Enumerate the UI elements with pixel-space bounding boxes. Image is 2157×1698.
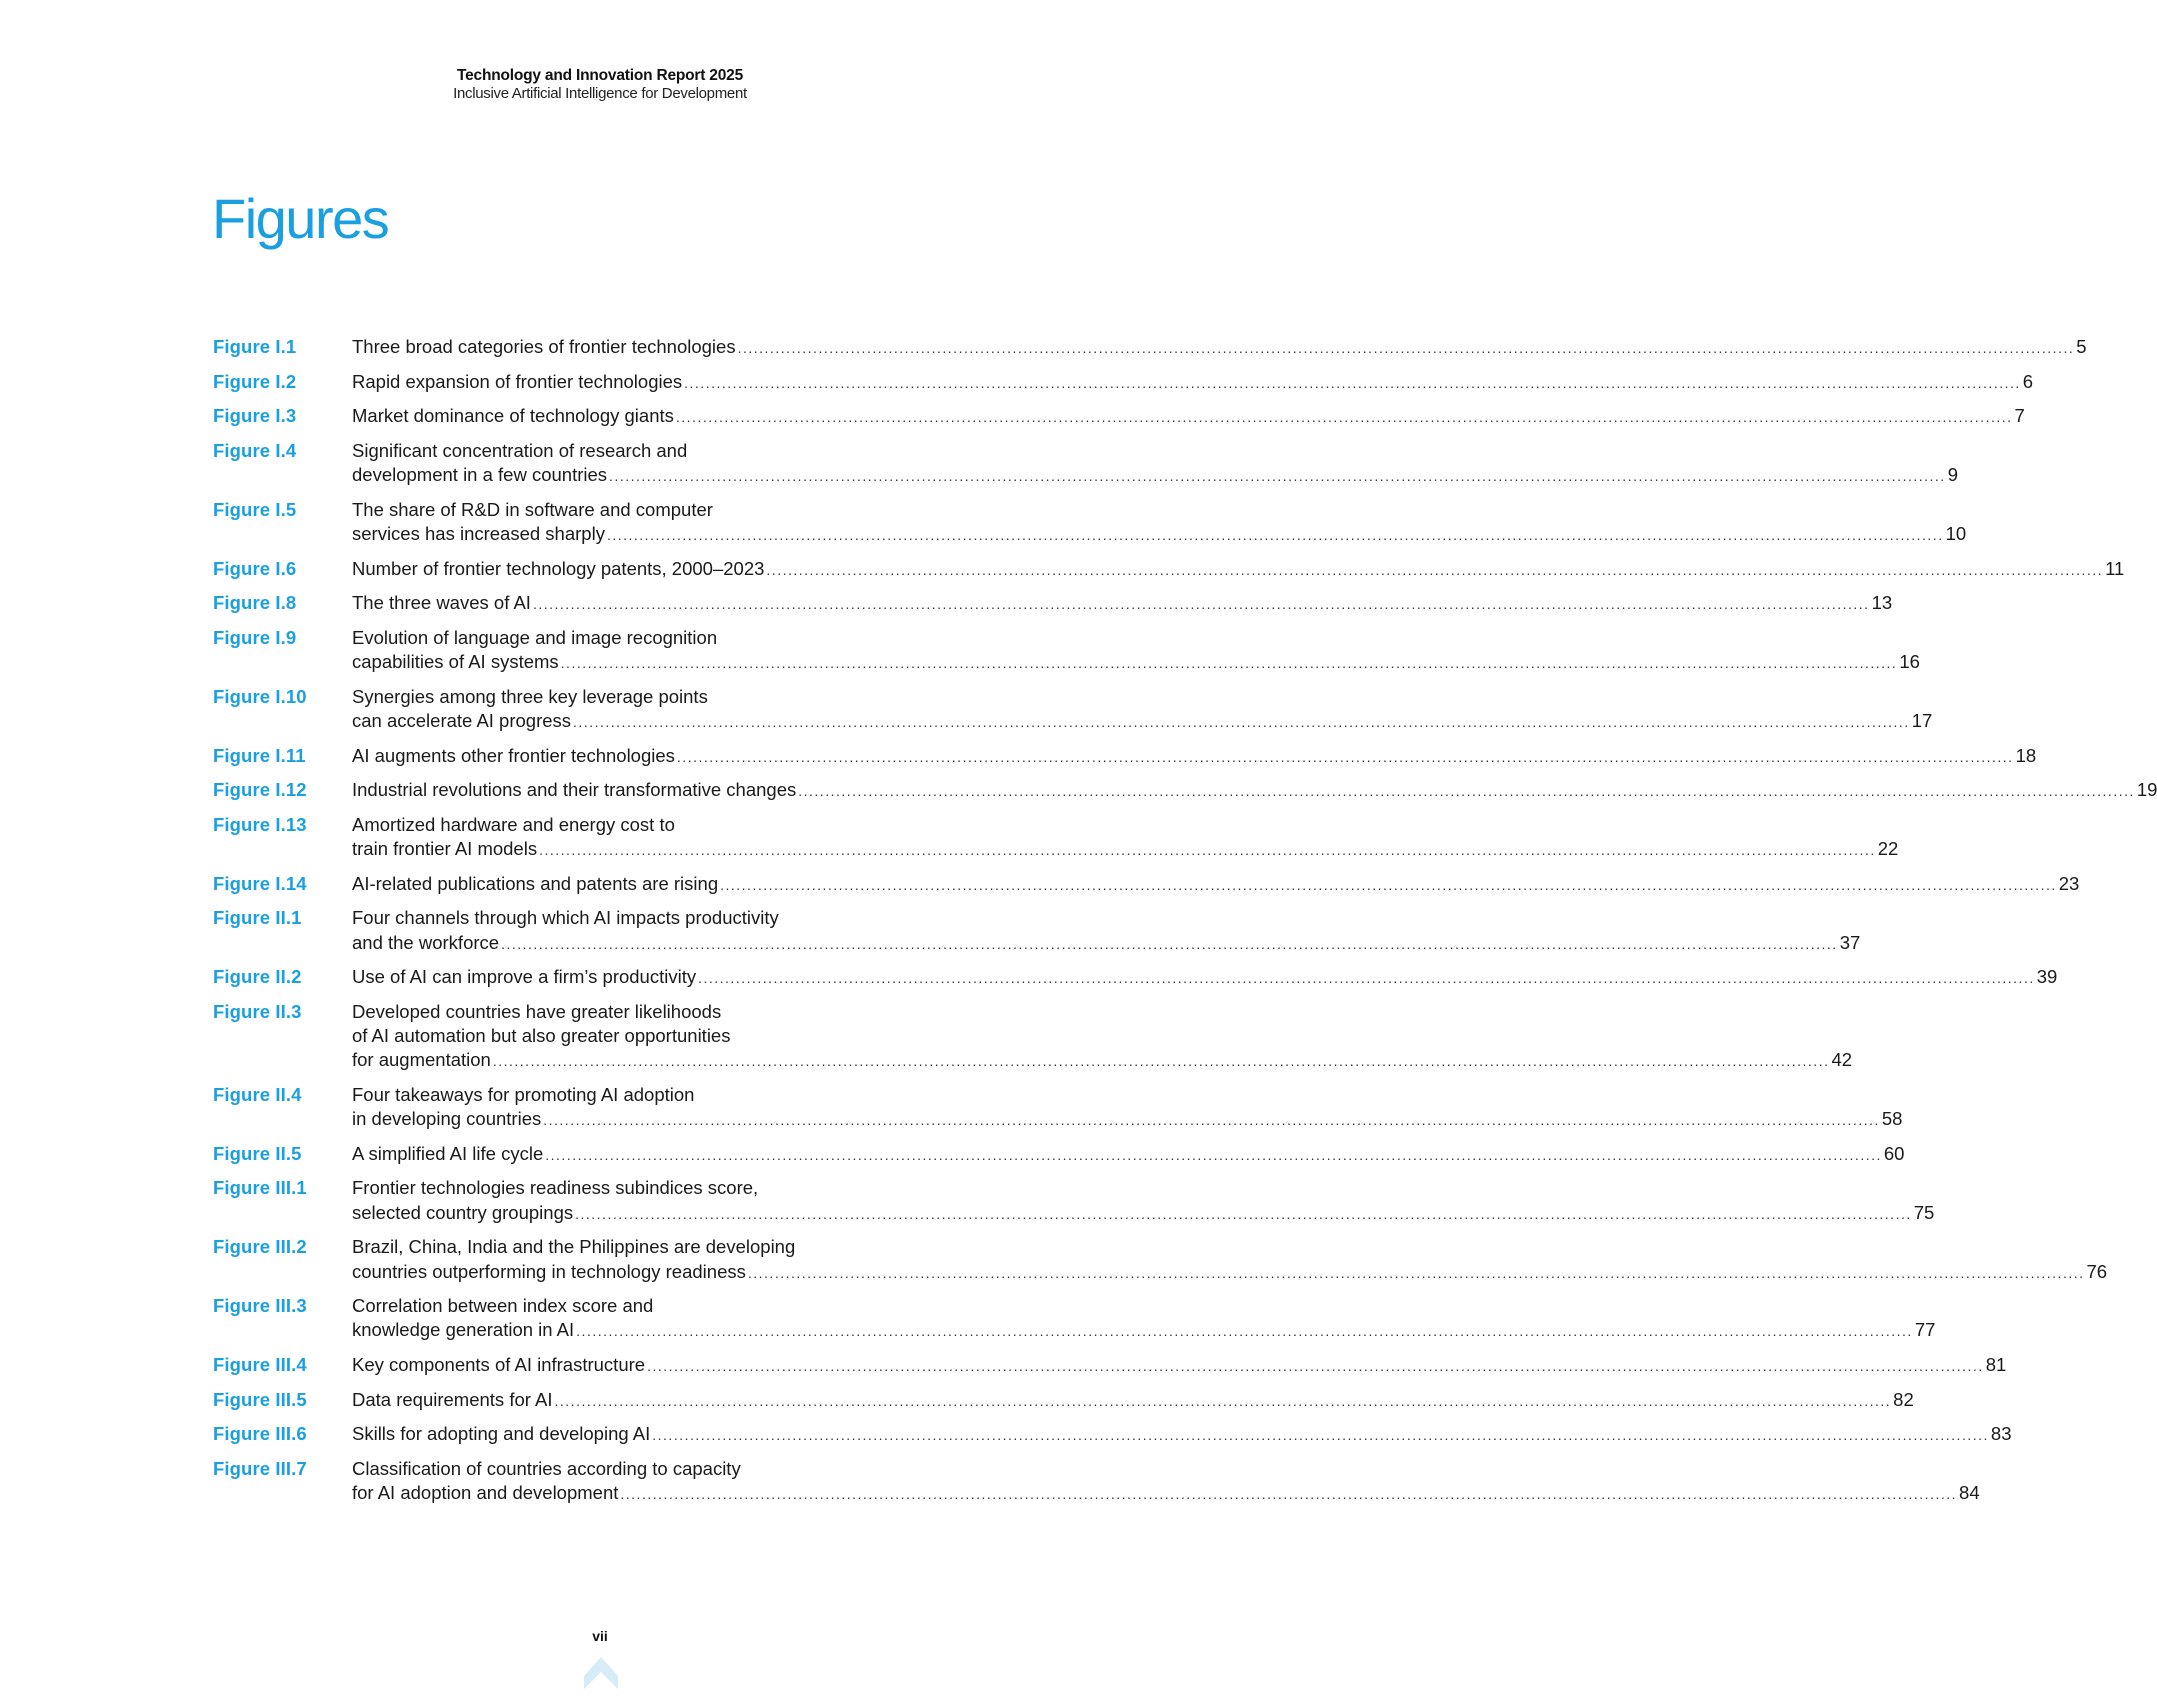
- dot-leader: [677, 745, 2014, 769]
- figure-entry-body: [352, 626, 1920, 676]
- figure-page-number[interactable]: 5: [2076, 336, 2087, 357]
- figure-title-last-line: [352, 1388, 1914, 1413]
- figure-title-line: The three waves of AI: [352, 592, 531, 614]
- figure-page-number[interactable]: 18: [2015, 744, 2037, 766]
- figure-page-number[interactable]: 76: [2086, 1260, 2108, 1282]
- figure-label[interactable]: Figure I.1: [213, 336, 297, 357]
- toc-entry[interactable]: [213, 1457, 1980, 1507]
- figure-title-line: and the workforce: [352, 931, 500, 953]
- figure-title-line: Synergies among three key leverage points: [352, 685, 708, 707]
- figure-title-last-line: [352, 1353, 2006, 1378]
- dot-leader: [620, 1482, 1957, 1506]
- figure-entry-body: [352, 404, 2025, 429]
- dot-leader: [652, 1423, 1989, 1447]
- toc-entry[interactable]: [213, 1142, 1905, 1167]
- toc-entry[interactable]: [213, 335, 2087, 360]
- figure-label[interactable]: Figure I.11: [213, 744, 306, 766]
- figure-entry-body: [352, 1388, 1914, 1413]
- figure-title-line: Three broad categories of frontier technologies: [352, 336, 736, 357]
- figure-title-line: services has increased sharply: [352, 522, 605, 544]
- toc-entry[interactable]: [213, 1294, 1936, 1344]
- figure-title-last-line: [352, 557, 2124, 582]
- figure-title-line: AI augments other frontier technologies: [352, 744, 675, 766]
- dot-leader: [575, 1202, 1912, 1226]
- toc-entry[interactable]: [213, 439, 1958, 489]
- dot-leader: [501, 932, 1838, 956]
- toc-entry[interactable]: [213, 1000, 1853, 1074]
- figure-title-last-line: [352, 1142, 1904, 1167]
- figure-title-line: Brazil, China, India and the Philippines are developing: [352, 1236, 796, 1258]
- figure-entry-body: [352, 591, 1892, 616]
- toc-entry[interactable]: [213, 370, 2034, 395]
- figure-title-line: Key components of AI infrastructure: [352, 1354, 646, 1376]
- figure-label[interactable]: Figure I.14: [213, 872, 307, 894]
- toc-entry[interactable]: [213, 1388, 1914, 1413]
- figure-entry-body: [352, 1000, 1852, 1074]
- dot-leader: [609, 464, 1946, 488]
- figure-title-line: Use of AI can improve a firm’s productivity: [352, 966, 697, 988]
- toc-entry[interactable]: [213, 1422, 2012, 1447]
- figure-title-line: selected country groupings: [352, 1201, 574, 1223]
- figure-label[interactable]: Figure III.3: [213, 1295, 307, 1317]
- figure-title-last-line: [352, 1048, 1852, 1073]
- figure-title-last-line: [352, 463, 1958, 488]
- figure-title-line: Frontier technologies readiness subindices score,: [352, 1177, 759, 1199]
- figure-page-number[interactable]: 19: [2136, 779, 2157, 801]
- page-title: Figures: [212, 187, 389, 250]
- figure-title-line: can accelerate AI progress: [352, 709, 572, 731]
- figure-title-last-line: [352, 1260, 2107, 1285]
- figure-page-number[interactable]: 77: [1914, 1319, 1936, 1341]
- figure-page-number[interactable]: 58: [1881, 1108, 1903, 1130]
- figure-page-number[interactable]: 23: [2058, 872, 2080, 894]
- figure-title-line: Amortized hardware and energy cost to: [352, 813, 675, 835]
- dot-leader: [607, 523, 1944, 547]
- figure-entry-body: [352, 1176, 1934, 1226]
- toc-entry[interactable]: [213, 906, 1861, 956]
- figure-page-number[interactable]: 84: [1959, 1482, 1980, 1504]
- toc-entry[interactable]: [213, 591, 1893, 616]
- report-title: Technology and Innovation Report 2025: [457, 67, 743, 84]
- figure-title-line: A simplified AI life cycle: [352, 1142, 544, 1164]
- figure-page-number[interactable]: 7: [2014, 405, 2025, 427]
- figure-title-line: development in a few countries: [352, 464, 608, 486]
- figure-title-last-line: [352, 1422, 2011, 1447]
- dot-leader: [698, 966, 2035, 990]
- figure-title-line: Rapid expansion of frontier technologies: [352, 370, 683, 392]
- figure-label[interactable]: Figure I.5: [213, 498, 297, 520]
- figure-entry-body: [352, 1353, 2006, 1378]
- dot-leader: [738, 336, 2075, 360]
- figure-title-line: countries outperforming in technology readiness: [352, 1260, 746, 1282]
- figure-page-number[interactable]: 22: [1877, 838, 1899, 860]
- toc-entry[interactable]: [213, 744, 2037, 769]
- figure-page-number[interactable]: 10: [1945, 522, 1967, 544]
- figure-label[interactable]: Figure I.9: [213, 626, 297, 648]
- figure-title-line: for AI adoption and development: [352, 1482, 619, 1504]
- figure-entry-body: [352, 906, 1860, 956]
- toc-entry[interactable]: [213, 1083, 1903, 1133]
- toc-entry[interactable]: [213, 965, 2058, 990]
- figure-title-line: in developing countries: [352, 1108, 542, 1130]
- figure-title-line: Number of frontier technology patents, 2000–2023: [352, 557, 765, 579]
- figure-label[interactable]: Figure III.4: [213, 1354, 307, 1376]
- dot-leader: [766, 558, 2103, 582]
- figure-title-line: Four channels through which AI impacts productivity: [352, 907, 779, 929]
- toc-entry[interactable]: [213, 404, 2025, 429]
- figure-title-last-line: [352, 1481, 1980, 1506]
- dot-leader: [543, 1108, 1880, 1132]
- figure-entry-body: [352, 370, 2033, 395]
- figure-label[interactable]: Figure I.13: [213, 813, 307, 835]
- toc-entry[interactable]: [213, 872, 2080, 897]
- figures-list: [213, 335, 2157, 1516]
- dot-leader: [798, 779, 2135, 803]
- figure-page-number[interactable]: 9: [1947, 464, 1958, 486]
- toc-entry[interactable]: [213, 626, 1920, 676]
- dot-leader: [748, 1261, 2085, 1285]
- toc-entry[interactable]: [213, 557, 2125, 582]
- figure-label[interactable]: Figure I.4: [213, 439, 297, 461]
- chevron-up-icon[interactable]: [582, 1654, 620, 1692]
- figure-page-number[interactable]: 6: [2022, 370, 2034, 392]
- figure-page-number[interactable]: 16: [1899, 651, 1920, 673]
- running-header: [0, 66, 1200, 104]
- figure-entry-body: [352, 1422, 2011, 1447]
- figure-label[interactable]: Figure I.2: [213, 370, 297, 392]
- figure-page-number[interactable]: 81: [1985, 1354, 2007, 1376]
- figure-entry-body: [352, 557, 2124, 582]
- dot-leader: [684, 371, 2021, 395]
- figure-title-line: for augmentation: [352, 1049, 491, 1071]
- figure-entry-body: [352, 1294, 1935, 1344]
- toc-entry[interactable]: [213, 1235, 2108, 1285]
- dot-leader: [545, 1143, 1882, 1167]
- figure-title-line: of AI automation but also greater opportunities: [352, 1024, 731, 1046]
- dot-leader: [720, 873, 2057, 897]
- figure-label[interactable]: Figure III.6: [213, 1423, 307, 1445]
- figure-page-number[interactable]: 82: [1893, 1388, 1914, 1410]
- dot-leader: [533, 592, 1870, 616]
- toc-entry[interactable]: [213, 498, 1967, 548]
- figure-label[interactable]: Figure I.6: [213, 557, 297, 579]
- figure-title-last-line: [352, 522, 1966, 547]
- figure-title-last-line: [352, 591, 1892, 616]
- figure-title-line: Skills for adopting and developing AI: [352, 1423, 651, 1445]
- figure-title-line: Significant concentration of research and: [352, 439, 688, 461]
- figure-title-line: Correlation between index score and: [352, 1295, 654, 1317]
- figure-title-last-line: [352, 778, 2157, 803]
- figure-title-line: Evolution of language and image recognition: [352, 626, 718, 648]
- figure-label[interactable]: Figure III.1: [213, 1177, 307, 1199]
- figure-entry-body: [352, 872, 2079, 897]
- figure-page-number[interactable]: 11: [2105, 557, 2125, 579]
- figure-label[interactable]: Figure II.2: [213, 966, 302, 988]
- figure-entry-body: [352, 498, 1966, 548]
- figure-page-number[interactable]: 75: [1913, 1201, 1935, 1223]
- figure-title-last-line: [352, 872, 2079, 897]
- figure-entry-body: [352, 335, 2087, 360]
- figure-title-last-line: [352, 1318, 1935, 1343]
- figure-page-number[interactable]: 60: [1883, 1142, 1905, 1164]
- figure-title-line: The share of R&D in software and computer: [352, 498, 713, 520]
- figure-entry-body: [352, 965, 2057, 990]
- figure-label[interactable]: Figure III.5: [213, 1388, 307, 1410]
- figure-label[interactable]: Figure I.3: [213, 405, 297, 427]
- figure-label[interactable]: Figure II.5: [213, 1142, 302, 1164]
- dot-leader: [561, 651, 1898, 675]
- figure-entry-body: [352, 1142, 1904, 1167]
- figure-entry-body: [352, 439, 1958, 489]
- figure-entry-body: [352, 685, 1932, 735]
- figure-title-last-line: [352, 1201, 1934, 1226]
- figure-entry-body: [352, 1083, 1902, 1133]
- figure-title-last-line: [352, 370, 2033, 395]
- report-subtitle: Inclusive Artificial Intelligence for Development: [453, 85, 747, 103]
- figure-title-last-line: [352, 1107, 1902, 1132]
- page-number: vii: [592, 1628, 608, 1644]
- figure-title-last-line: [352, 335, 2087, 360]
- dot-leader: [539, 838, 1876, 862]
- figure-title-line: Industrial revolutions and their transformative changes: [352, 779, 797, 801]
- figure-label[interactable]: Figure I.12: [213, 779, 307, 801]
- figure-page-number[interactable]: 42: [1831, 1049, 1853, 1071]
- figure-title-last-line: [352, 709, 1932, 734]
- figure-title-last-line: [352, 931, 1860, 956]
- dot-leader: [573, 710, 1910, 734]
- figure-title-line: train frontier AI models: [352, 838, 538, 860]
- dot-leader: [576, 1319, 1913, 1343]
- figure-label[interactable]: Figure I.10: [213, 685, 307, 707]
- figure-label[interactable]: Figure I.8: [213, 592, 297, 614]
- figure-page-number[interactable]: 83: [1990, 1423, 2012, 1445]
- figure-label[interactable]: Figure III.7: [213, 1457, 307, 1479]
- dot-leader: [676, 405, 2013, 429]
- figure-label[interactable]: Figure III.2: [213, 1236, 307, 1258]
- figure-title-last-line: [352, 650, 1920, 675]
- toc-entry[interactable]: [213, 1176, 1935, 1226]
- figure-title-last-line: [352, 404, 2025, 429]
- figure-label[interactable]: Figure II.4: [213, 1083, 302, 1105]
- toc-entry[interactable]: [213, 685, 1933, 735]
- dot-leader: [647, 1354, 1984, 1378]
- figure-title-line: Data requirements for AI: [352, 1388, 553, 1410]
- figure-title-line: capabilities of AI systems: [352, 651, 559, 673]
- figure-label[interactable]: Figure II.1: [213, 907, 302, 929]
- figure-entry-body: [352, 778, 2157, 803]
- figure-label[interactable]: Figure II.3: [213, 1000, 302, 1022]
- figure-title-last-line: [352, 744, 2036, 769]
- figure-entry-body: [352, 744, 2036, 769]
- figure-entry-body: [352, 1457, 1980, 1507]
- figure-entry-body: [352, 1235, 2107, 1285]
- figure-title-line: Market dominance of technology giants: [352, 405, 674, 427]
- toc-entry[interactable]: [213, 778, 2157, 803]
- figure-title-line: knowledge generation in AI: [352, 1319, 575, 1341]
- dot-leader: [493, 1049, 1830, 1073]
- figure-title-last-line: [352, 837, 1898, 862]
- figure-title-last-line: [352, 965, 2057, 990]
- figure-title-line: Four takeaways for promoting AI adoption: [352, 1083, 695, 1105]
- figure-title-line: Classification of countries according to capacity: [352, 1457, 741, 1479]
- dot-leader: [555, 1389, 1892, 1413]
- figure-page-number[interactable]: 13: [1871, 592, 1893, 614]
- figure-title-line: AI-related publications and patents are rising: [352, 872, 719, 894]
- figure-page-number[interactable]: 37: [1839, 931, 1861, 953]
- toc-entry[interactable]: [213, 1353, 2007, 1378]
- figure-page-number[interactable]: 39: [2036, 966, 2058, 988]
- figure-title-line: Developed countries have greater likelihoods: [352, 1000, 722, 1022]
- figure-page-number[interactable]: 17: [1911, 709, 1933, 731]
- figure-entry-body: [352, 813, 1898, 863]
- toc-entry[interactable]: [213, 813, 1899, 863]
